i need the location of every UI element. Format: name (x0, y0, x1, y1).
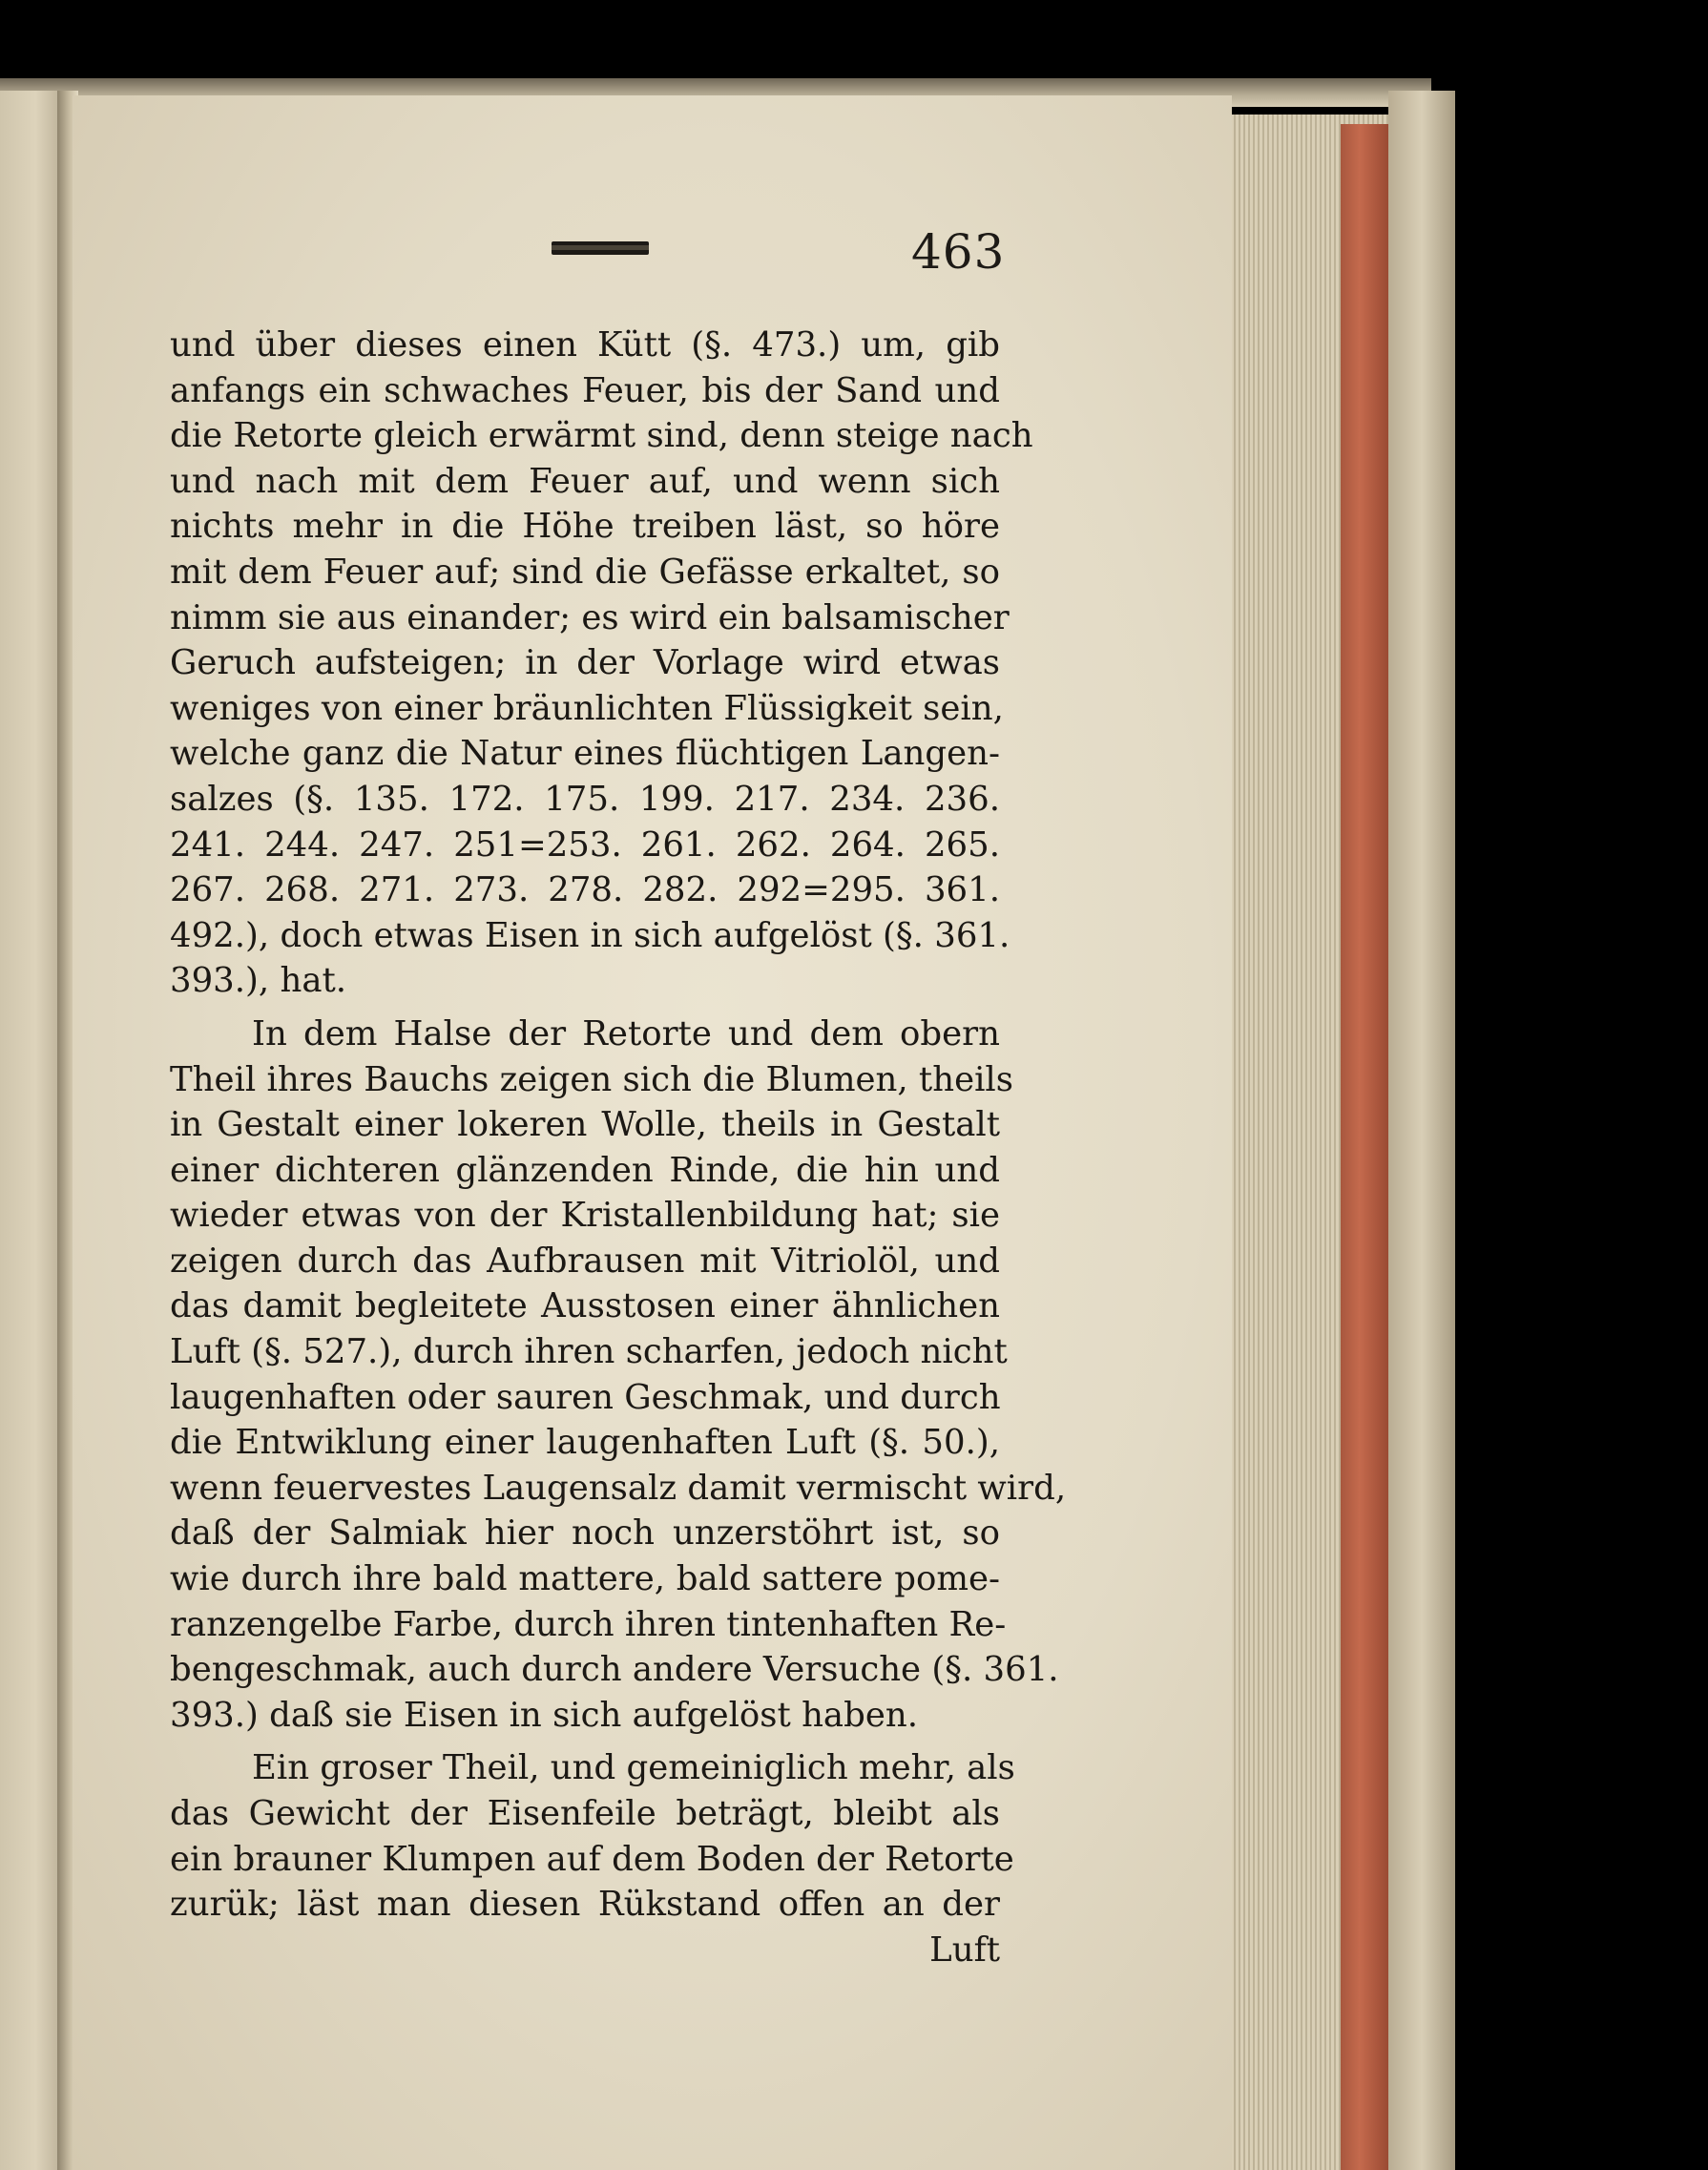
text-line: und nach mit dem Feuer auf, und wenn sich (170, 461, 1000, 501)
catchword: Luft (929, 1930, 1000, 1970)
text-line: laugenhaften oder sauren Geschmak, und durch (170, 1377, 1001, 1417)
text-line: zurük; läst man diesen Rükstand offen an der (170, 1885, 1000, 1925)
text-line: wenn feuervestes Laugensalz damit vermischt wird, (170, 1468, 1067, 1508)
header-rule-ornament (552, 241, 649, 255)
text-line: das damit begleitete Ausstosen einer ähnlichen (170, 1286, 1000, 1326)
text-line: ranzengelbe Farbe, durch ihren tintenhaften Re- (170, 1604, 1007, 1644)
text-line: wieder etwas von der Kristallenbildung hat; sie (170, 1196, 1000, 1236)
text-line: mit dem Feuer auf; sind die Gefässe erkaltet, so (170, 552, 1000, 592)
text-line: nichts mehr in die Höhe treiben läst, so höre (170, 507, 1000, 547)
text-line: die Retorte gleich erwärmt sind, denn steige nach (170, 416, 1033, 456)
text-line: Geruch aufsteigen; in der Vorlage wird etwas (170, 643, 1000, 683)
text-line: 241. 244. 247. 251=253. 261. 262. 264. 265. (170, 824, 1000, 865)
body-text (170, 323, 1067, 1972)
text-line: In dem Halse der Retorte und dem obern (252, 1013, 1000, 1054)
text-line: 267. 268. 271. 273. 278. 282. 292=295. 361. (170, 870, 1000, 910)
text-line: und über dieses einen Kütt (§. 473.) um, gib (170, 325, 1000, 365)
text-line: Luft (§. 527.), durch ihren scharfen, jedoch nicht (170, 1332, 1008, 1372)
text-line: das Gewicht der Eisenfeile beträgt, bleibt als (170, 1794, 1000, 1833)
text-line: Ein groser Theil, und gemeiniglich mehr, als (252, 1748, 1015, 1788)
text-line: 393.) daß sie Eisen in sich aufgelöst haben. (170, 1695, 918, 1735)
text-line: weniges von einer bräunlichten Flüssigkeit sein, (170, 688, 1004, 728)
paragraph-1 (170, 323, 1033, 1004)
text-line: salzes (§. 135. 172. 175. 199. 217. 234. 236. (170, 779, 1000, 819)
text-line: anfangs ein schwaches Feuer, bis der Sand und (170, 370, 1000, 410)
text-line: daß der Salmiak hier noch unzerstöhrt ist, so (170, 1513, 1000, 1554)
text-line: in Gestalt einer lokeren Wolle, theils in Gestalt (170, 1105, 1000, 1145)
text-line: bengeschmak, auch durch andere Versuche (§. 361. (170, 1650, 1059, 1690)
text-line: welche ganz die Natur eines flüchtigen Langen- (170, 734, 1000, 774)
text-line: einer dichteren glänzenden Rinde, die hin und (170, 1150, 1000, 1190)
text-line: zeigen durch das Aufbrausen mit Vitriolöl, und (170, 1241, 1000, 1281)
paragraph-2 (170, 1012, 1067, 1739)
text-line: die Entwiklung einer laugenhaften Luft (§. 50.), (170, 1423, 1000, 1463)
red-page-edges (1341, 124, 1388, 2170)
paragraph-3 (170, 1745, 1015, 1927)
page-number: 463 (911, 224, 1006, 280)
text-line: nimm sie aus einander; es wird ein balsamischer (170, 597, 1010, 637)
text-line: ein brauner Klumpen auf dem Boden der Retorte (170, 1839, 1014, 1879)
text-line: wie durch ihre bald mattere, bald sattere pome- (170, 1559, 1000, 1599)
text-line: 393.), hat. (170, 961, 347, 1001)
text-line: 492.), doch etwas Eisen in sich aufgelöst (§. 361. (170, 915, 1010, 955)
previous-page-edge (0, 91, 65, 2170)
text-line: Theil ihres Bauchs zeigen sich die Blumen, theils (170, 1059, 1013, 1099)
book-cover-edge (1388, 91, 1455, 2170)
